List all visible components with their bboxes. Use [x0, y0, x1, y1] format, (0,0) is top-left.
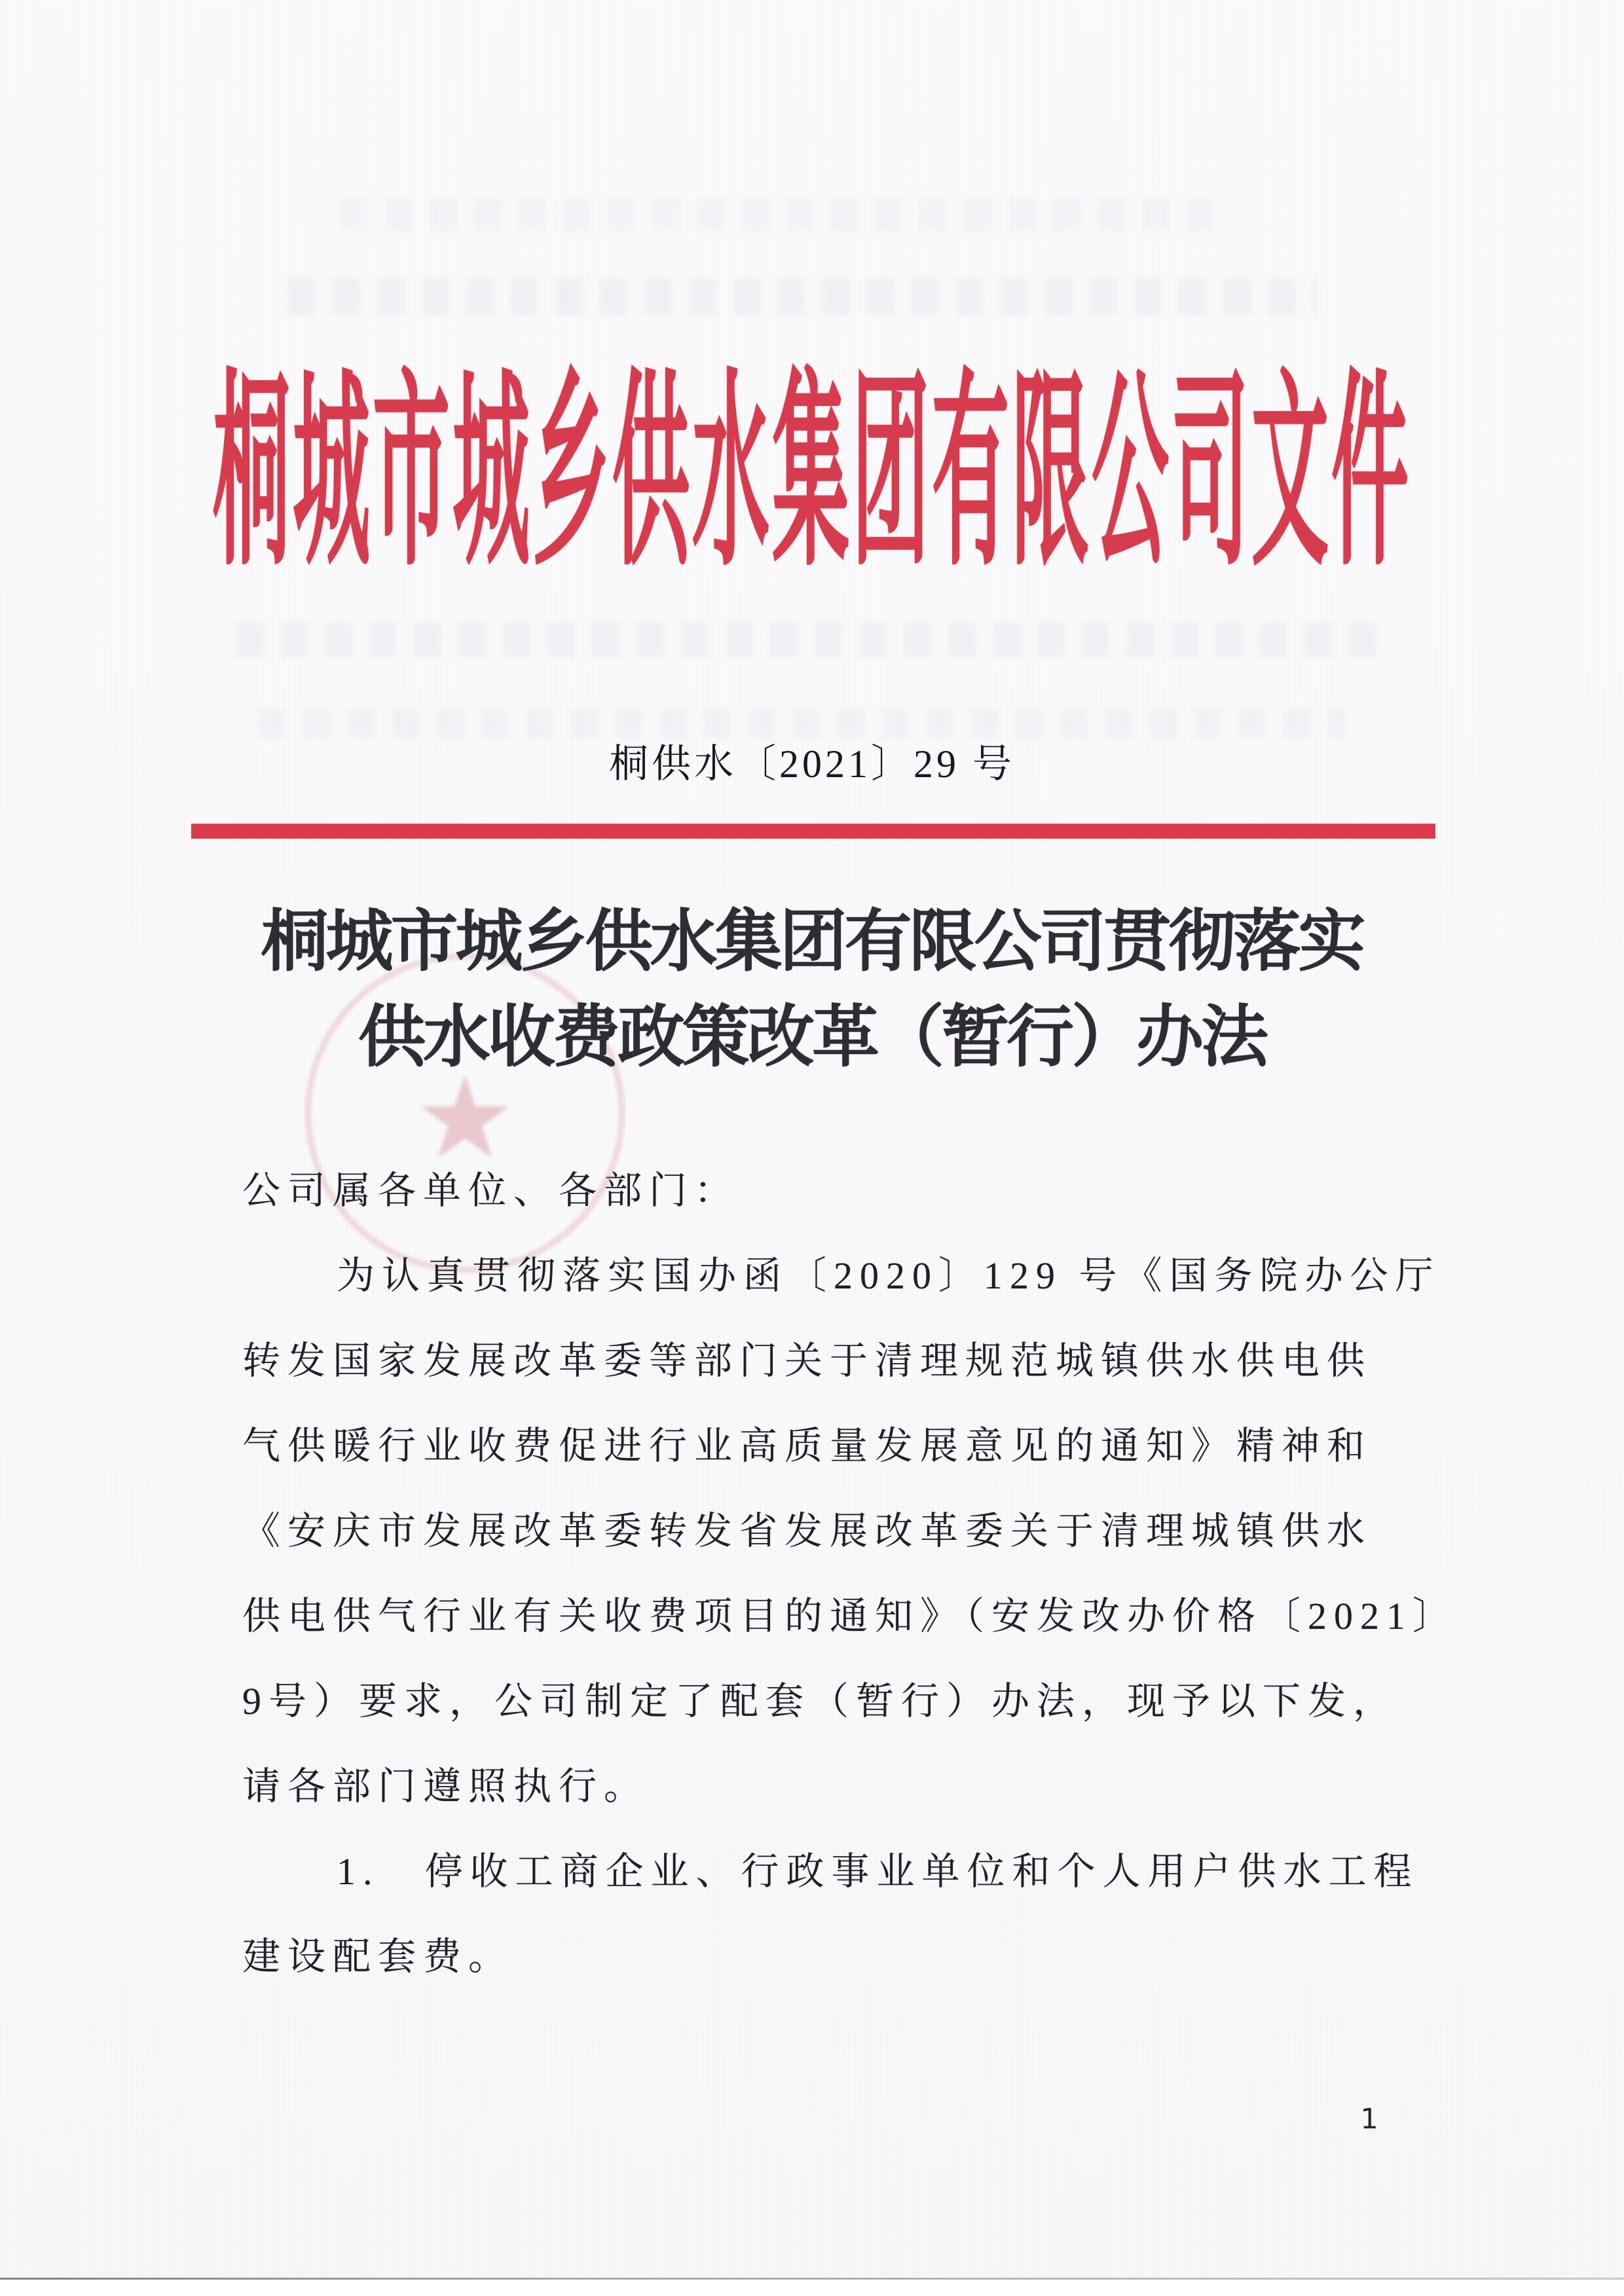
page-number: 1 [1360, 2103, 1378, 2136]
body-line-9: 建设配套费。 [242, 1935, 514, 1978]
body-line-3: 气供暖行业收费促进行业高质量发展意见的通知》精神和 [242, 1425, 1373, 1467]
bleedthrough-band [236, 622, 1382, 657]
star-icon: ★ [413, 1051, 517, 1185]
body-text [242, 1148, 1458, 1999]
bleedthrough-band [341, 198, 1231, 232]
bleedthrough-band [259, 708, 1346, 738]
body-line-4: 《安庆市发展改革委转发省发展改革委关于清理城镇供水 [242, 1510, 1373, 1552]
document-title [0, 894, 1624, 1085]
body-line-2: 转发国家发展改革委等部门关于清理规范城镇供水供电供 [242, 1339, 1373, 1382]
page-bottom-edge [0, 2278, 1624, 2280]
bleedthrough-band [288, 278, 1316, 316]
body-line-8: 1. 停收工商企业、行政事业单位和个人用户供水工程 [337, 1850, 1419, 1893]
body-line-6: 9号）要求，公司制定了配套（暂行）办法，现予以下发， [242, 1680, 1399, 1722]
document-title-line2: 供水收费政策改革（暂行）办法 [358, 1000, 1266, 1075]
body-line-1: 为认真贯彻落实国办函〔2020〕129 号《国务院办公厅 [337, 1254, 1441, 1297]
body-line-7: 请各部门遵照执行。 [242, 1765, 650, 1808]
red-separator-rule [191, 824, 1435, 839]
document-title-line1: 桐城市城乡供水集团有限公司贯彻落实 [261, 905, 1363, 979]
letterhead-title: 桐城市城乡供水集团有限公司文件 [212, 347, 1411, 595]
body-line-5: 供电供气行业有关收费项目的通知》（安发改办价格〔2021〕 [242, 1595, 1458, 1637]
body-line-0: 公司属各单位、各部门： [242, 1169, 740, 1212]
document-number: 桐供水〔2021〕29 号 [609, 742, 1015, 786]
